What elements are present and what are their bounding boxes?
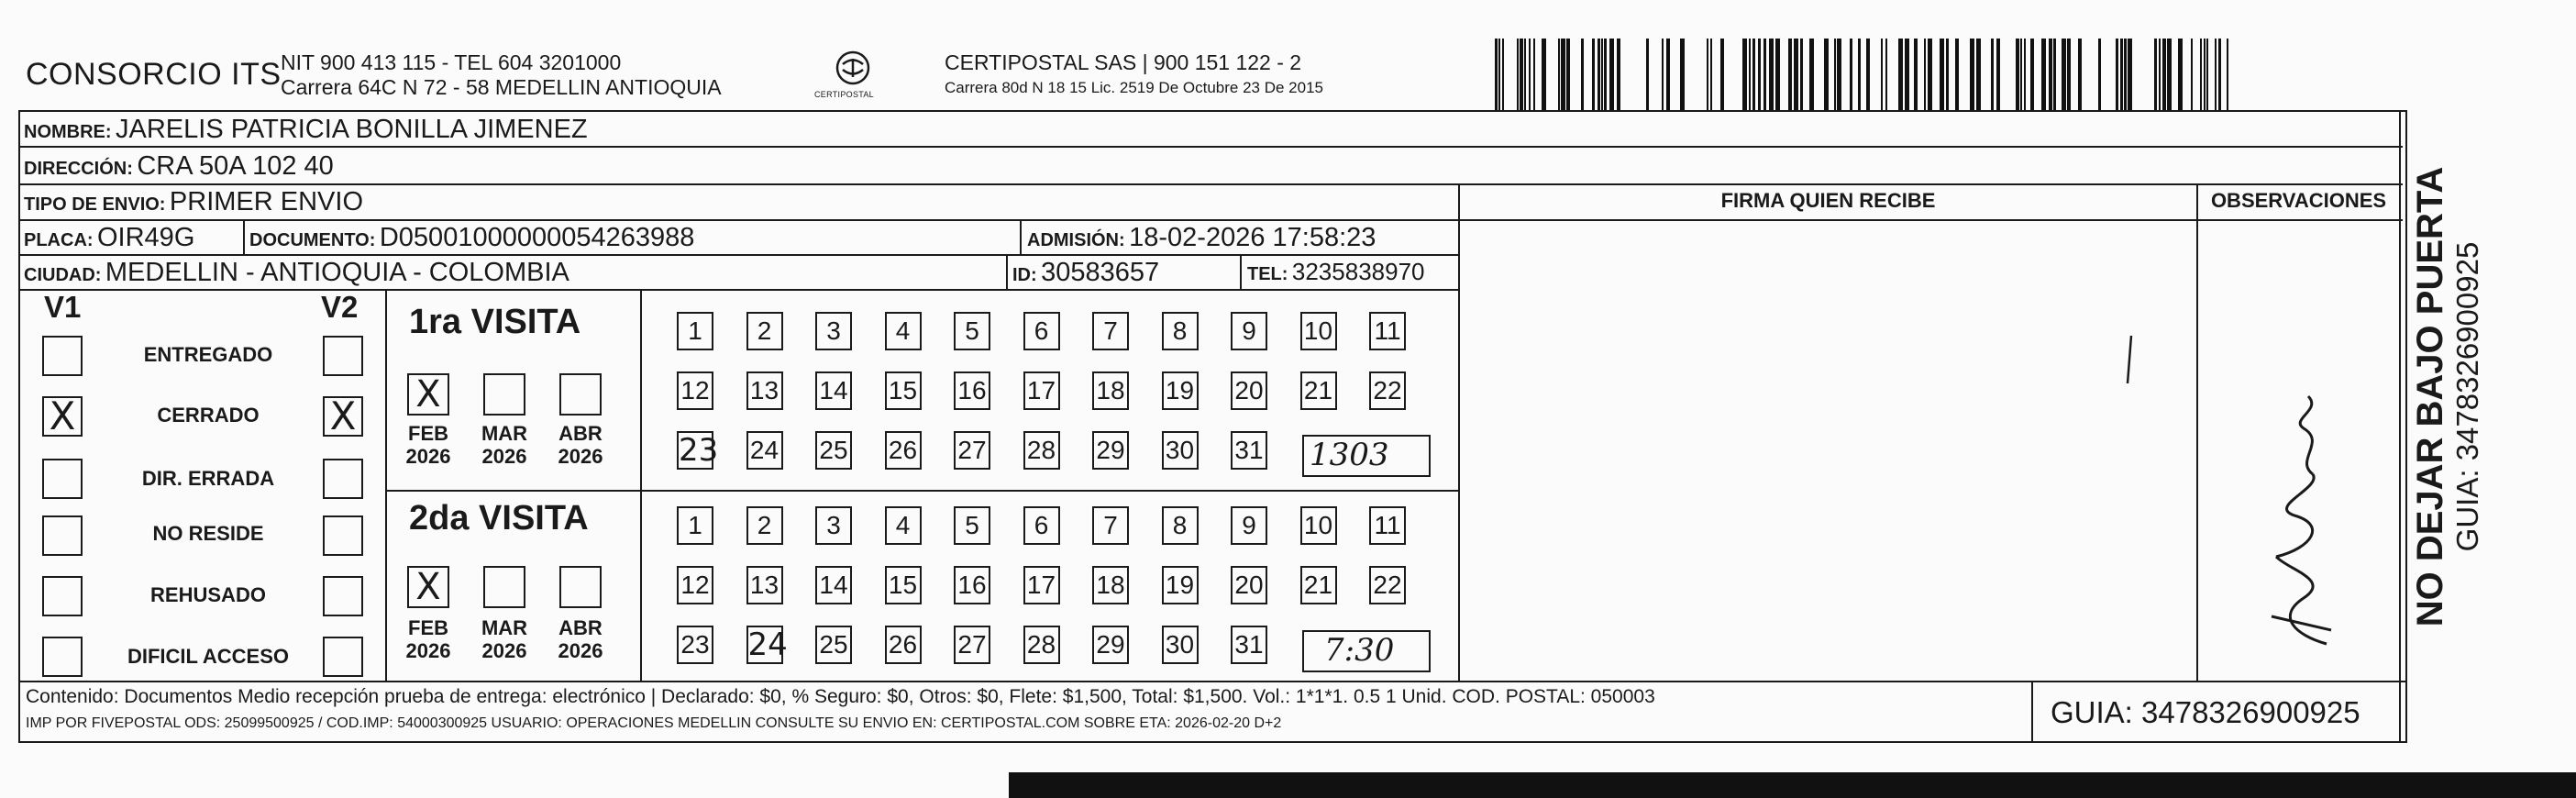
visit1-month-feb-box[interactable]: X: [407, 373, 449, 416]
visit2-day-10[interactable]: 10: [1300, 506, 1337, 545]
visit2-day-3[interactable]: 3: [815, 506, 852, 545]
direccion-field: [24, 151, 334, 182]
company-address: Carrera 64C N 72 - 58 MEDELLIN ANTIOQUIA: [281, 75, 722, 99]
visit2-day-30[interactable]: 30: [1162, 626, 1199, 664]
visit2-hour-box[interactable]: [1302, 630, 1431, 672]
visit2-day-13[interactable]: 13: [746, 566, 783, 604]
visit2-day-1[interactable]: 1: [677, 506, 713, 545]
certipostal-name: CERTIPOSTAL SAS | 900 151 122 - 2: [945, 50, 1302, 74]
admision-value: 18-02-2026 17:58:23: [1129, 223, 1376, 252]
direccion-value: CRA 50A 102 40: [137, 151, 334, 181]
status-option-entregado: ENTREGADO: [143, 343, 273, 366]
placa-field: [24, 223, 194, 253]
observaciones-signature-icon: [2239, 387, 2359, 662]
visit2-day-29[interactable]: 29: [1092, 626, 1129, 664]
v2-header: V2: [321, 290, 359, 324]
visit1-day-25[interactable]: 25: [815, 431, 852, 470]
visit2-hour-value: 7:30: [1324, 632, 1395, 669]
nombre-field: [24, 115, 588, 145]
visit1-day-27[interactable]: 27: [954, 431, 990, 470]
documento-label: DOCUMENTO:: [249, 230, 376, 250]
visit2-month-feb: FEB 2026: [405, 616, 451, 662]
visit2-day-22[interactable]: 22: [1369, 566, 1406, 604]
tipo-envio-label: TIPO DE ENVIO:: [24, 194, 166, 215]
visit1-day-8[interactable]: 8: [1162, 312, 1199, 350]
visit1-day-16[interactable]: 16: [954, 371, 990, 410]
visit2-title: 2da VISITA: [409, 499, 589, 538]
tipo-envio-value: PRIMER ENVIO: [169, 187, 364, 216]
v2-checkbox-dir-errada[interactable]: [323, 459, 363, 499]
visit1-day-28[interactable]: 28: [1023, 431, 1060, 470]
visit2-day-9[interactable]: 9: [1231, 506, 1267, 545]
visit1-day-1[interactable]: 1: [677, 312, 713, 350]
visit2-day-5[interactable]: 5: [954, 506, 990, 545]
v1-checkbox-rehusado[interactable]: [42, 576, 83, 616]
company-nit: NIT 900 413 115 - TEL 604 3201000: [281, 50, 622, 74]
visit1-day-7[interactable]: 7: [1092, 312, 1129, 350]
visit1-day-14[interactable]: 14: [815, 371, 852, 410]
visit1-day-30[interactable]: 30: [1162, 431, 1199, 470]
visit2-day-12[interactable]: 12: [677, 566, 713, 604]
v2-checkbox-no-reside[interactable]: [323, 515, 363, 556]
admision-label: ADMISIÓN:: [1027, 230, 1125, 250]
visit2-day-15[interactable]: 15: [885, 566, 922, 604]
status-option-rehusado: REHUSADO: [150, 583, 266, 606]
v2-checkbox-dificil-acceso[interactable]: [323, 637, 363, 677]
visit2-month-mar-box[interactable]: [483, 566, 525, 608]
id-label: ID:: [1012, 265, 1037, 285]
visit2-month-abr-box[interactable]: [559, 566, 602, 608]
visit1-month-abr: ABR 2026: [558, 422, 603, 468]
status-option-dir-errada: DIR. ERRADA: [141, 467, 275, 490]
visit1-day-6[interactable]: 6: [1023, 312, 1060, 350]
visit1-day-9[interactable]: 9: [1231, 312, 1267, 350]
v1-checkbox-entregado[interactable]: [42, 336, 83, 376]
visit1-day-12[interactable]: 12: [677, 371, 713, 410]
visit1-day-22[interactable]: 22: [1369, 371, 1406, 410]
visit1-month-feb: FEB 2026: [405, 422, 451, 468]
visit1-day-26[interactable]: 26: [885, 431, 922, 470]
certipostal-license: Carrera 80d N 18 15 Lic. 2519 De Octubre 23 De 2015: [945, 79, 1323, 96]
logo-caption: CERTIPOSTAL: [814, 90, 874, 99]
observaciones-header: OBSERVACIONES: [2210, 189, 2387, 212]
direccion-label: DIRECCIÓN:: [24, 159, 133, 179]
firma-header: FIRMA QUIEN RECIBE: [1720, 189, 1936, 212]
visit1-month-mar: MAR 2026: [481, 422, 528, 468]
side-notice: NO DEJAR BAJO PUERTA: [2410, 166, 2450, 627]
documento-value: D05001000000054263988: [379, 223, 695, 252]
visit1-month-mar-box[interactable]: [483, 373, 525, 416]
side-notice-area: [2410, 142, 2493, 651]
visit1-day-2[interactable]: 2: [746, 312, 783, 350]
visit2-day-20[interactable]: 20: [1231, 566, 1267, 604]
visit1-hour-value: 1303: [1310, 437, 1389, 473]
visit2-day-25[interactable]: 25: [815, 626, 852, 664]
visit2-day-4[interactable]: 4: [885, 506, 922, 545]
v2-checkbox-cerrado[interactable]: X: [323, 396, 363, 437]
tel-label: TEL:: [1247, 264, 1288, 284]
visit1-day-24[interactable]: 24: [746, 431, 783, 470]
visit2-day-8[interactable]: 8: [1162, 506, 1199, 545]
delivery-form: [18, 110, 2407, 743]
documento-field: [249, 223, 694, 253]
visit2-day-24[interactable]: 24: [747, 626, 788, 663]
visit1-day-18[interactable]: 18: [1092, 371, 1129, 410]
status-option-no-reside: NO RESIDE: [152, 522, 264, 545]
nombre-label: NOMBRE:: [24, 122, 112, 142]
visit1-day-21[interactable]: 21: [1300, 371, 1337, 410]
ciudad-label: CIUDAD:: [24, 265, 102, 285]
visit1-day-31[interactable]: 31: [1231, 431, 1267, 470]
visit1-day-20[interactable]: 20: [1231, 371, 1267, 410]
visit1-month-abr-box[interactable]: [559, 373, 602, 416]
footer-print-line: IMP POR FIVEPOSTAL ODS: 25099500925 / COD.IMP: 54000300925 USUARIO: OPERACIONES MEDELLIN CONSULTE SU ENVIO EN: CERTIPOSTAL.COM SOBRE ETA: 2026-02-20 D+2: [26, 715, 1282, 731]
signature-stroke-icon: [2120, 332, 2139, 387]
visit2-day-26[interactable]: 26: [885, 626, 922, 664]
v2-checkbox-entregado[interactable]: [323, 336, 363, 376]
placa-label: PLACA:: [24, 230, 94, 250]
visit1-day-29[interactable]: 29: [1092, 431, 1129, 470]
company-name: CONSORCIO ITS: [26, 57, 282, 92]
visit1-hour-box[interactable]: [1302, 435, 1431, 477]
status-option-dificil-acceso: DIFICIL ACCESO: [127, 645, 289, 668]
visit2-month-abr: ABR 2026: [558, 616, 603, 662]
visit2-day-17[interactable]: 17: [1023, 566, 1060, 604]
visit2-day-16[interactable]: 16: [954, 566, 990, 604]
admision-field: [1027, 223, 1376, 253]
company-contact: [281, 50, 722, 100]
certipostal-info: [945, 50, 1323, 100]
visit2-day-11[interactable]: 11: [1369, 506, 1406, 545]
visit1-title: 1ra VISITA: [409, 303, 581, 341]
visit1-day-15[interactable]: 15: [885, 371, 922, 410]
visit2-day-6[interactable]: 6: [1023, 506, 1060, 545]
visit1-day-19[interactable]: 19: [1162, 371, 1199, 410]
placa-value: OIR49G: [97, 223, 195, 252]
visit1-day-5[interactable]: 5: [954, 312, 990, 350]
visit2-month-mar: MAR 2026: [481, 616, 528, 662]
visit2-day-18[interactable]: 18: [1092, 566, 1129, 604]
v1-header: V1: [44, 290, 82, 324]
visit1-day-23[interactable]: 23: [679, 432, 719, 469]
side-guia: GUIA: 3478326900925: [2450, 241, 2484, 552]
visit2-month-feb-box[interactable]: X: [407, 566, 449, 608]
visit2-day-14[interactable]: 14: [815, 566, 852, 604]
visit2-day-23[interactable]: 23: [677, 626, 713, 664]
visit1-day-3[interactable]: 3: [815, 312, 852, 350]
v1-checkbox-dificil-acceso[interactable]: [42, 637, 83, 677]
visit1-day-17[interactable]: 17: [1023, 371, 1060, 410]
v1-checkbox-no-reside[interactable]: [42, 515, 83, 556]
tel-value: 3235838970: [1291, 258, 1425, 285]
visit2-day-28[interactable]: 28: [1023, 626, 1060, 664]
ciudad-field: [24, 258, 569, 288]
scan-edge: [1009, 772, 2576, 798]
v2-checkbox-rehusado[interactable]: [323, 576, 363, 616]
visit2-day-31[interactable]: 31: [1231, 626, 1267, 664]
footer-guia: GUIA: 3478326900925: [2051, 695, 2360, 729]
visit1-day-10[interactable]: 10: [1300, 312, 1337, 350]
tel-field: [1247, 258, 1425, 286]
v1-checkbox-dir-errada[interactable]: [42, 459, 83, 499]
visit2-day-21[interactable]: 21: [1300, 566, 1337, 604]
footer-content-line: Contenido: Documentos Medio recepción prueba de entrega: electrónico | Declarado: $0, % Seguro: $0, Otros: $0, Flete: $1,500, Total: $1,500. Vol.: 1*1*1. 0.5 1 Unid. COD. POSTAL: 050003: [26, 686, 1655, 707]
v1-checkbox-cerrado[interactable]: X: [42, 396, 83, 437]
status-option-cerrado: CERRADO: [157, 404, 260, 427]
ciudad-value: MEDELLIN - ANTIOQUIA - COLOMBIA: [105, 258, 569, 287]
visit2-day-7[interactable]: 7: [1092, 506, 1129, 545]
visit2-day-27[interactable]: 27: [954, 626, 990, 664]
id-field: [1012, 258, 1159, 288]
tipo-envio-field: [24, 187, 363, 217]
id-value: 30583657: [1041, 258, 1160, 287]
visit2-day-2[interactable]: 2: [746, 506, 783, 545]
nombre-value: JARELIS PATRICIA BONILLA JIMENEZ: [116, 115, 588, 144]
visit1-day-13[interactable]: 13: [746, 371, 783, 410]
visit1-day-4[interactable]: 4: [885, 312, 922, 350]
visit1-day-11[interactable]: 11: [1369, 312, 1406, 350]
tracking-barcode: [1495, 39, 2228, 110]
visit2-day-19[interactable]: 19: [1162, 566, 1199, 604]
